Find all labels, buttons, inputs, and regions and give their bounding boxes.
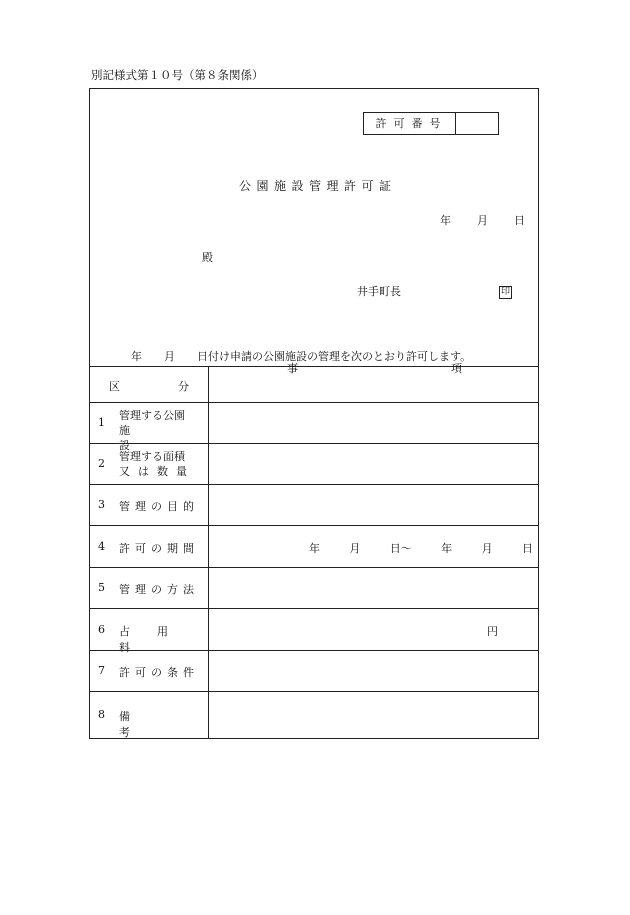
table-row	[89, 609, 539, 651]
row-label: 占用料	[119, 625, 195, 654]
row-value-cell[interactable]	[209, 609, 540, 651]
row-label-line1: 管理する面積	[119, 450, 185, 463]
header-content-char-1: 事	[287, 362, 298, 375]
table-row	[89, 444, 539, 485]
table-header-row	[89, 367, 539, 403]
row-number: 1	[98, 416, 105, 429]
permit-number-box	[363, 112, 499, 135]
table-row	[89, 403, 539, 444]
table-row	[89, 651, 539, 692]
period-end-day: 日	[521, 542, 533, 555]
row-label-line2: 施設	[119, 424, 178, 452]
period-end-year: 年	[441, 542, 453, 555]
permit-items-table	[89, 362, 539, 739]
row-label-line1: 管理する公園	[119, 409, 185, 422]
form-header: 別記様式第１０号（第８条関係）	[91, 68, 264, 82]
row-value-cell[interactable]	[209, 526, 540, 568]
document-title: 公園施設管理許可証	[239, 179, 397, 193]
period-start-day: 日〜	[389, 542, 412, 555]
row-label: 管理の方法	[119, 583, 199, 596]
row-number: 5	[98, 581, 105, 594]
row-label: 許可の条件	[119, 666, 199, 679]
row-label: 備考	[119, 710, 188, 739]
seal-mark: 印	[500, 287, 510, 297]
issue-date-day: 日	[514, 214, 525, 227]
row-value-cell[interactable]	[209, 692, 540, 739]
row-label-line2: 又は数量	[119, 465, 195, 478]
fee-unit: 円	[487, 625, 498, 638]
table-row	[89, 568, 539, 609]
header-category-char-1: 区	[109, 380, 120, 393]
row-label: 許可の期間	[119, 542, 199, 555]
period-start-month: 月	[349, 542, 361, 555]
header-content-cell	[209, 362, 540, 403]
period-start-year: 年	[309, 542, 320, 555]
row-number: 8	[98, 708, 105, 721]
issue-date-year: 年	[440, 214, 451, 227]
row-value-cell[interactable]	[209, 651, 540, 692]
row-value-cell[interactable]	[209, 485, 540, 526]
issue-date	[440, 214, 525, 228]
row-value-cell[interactable]	[209, 403, 540, 444]
row-value-cell[interactable]	[209, 444, 540, 485]
row-value-cell[interactable]	[209, 568, 540, 609]
header-category-char-2: 分	[178, 380, 189, 393]
row-number: 6	[98, 623, 105, 636]
issuer-name: 井手町長	[357, 285, 401, 298]
row-number: 4	[98, 540, 105, 553]
table-row	[89, 692, 539, 739]
permit-number-label: 許可番号	[364, 113, 456, 134]
header-content-char-2: 項	[451, 362, 462, 375]
table-row	[89, 526, 539, 568]
row-label: 管理の目的	[119, 500, 199, 513]
addressee-suffix: 殿	[202, 251, 213, 264]
table-row	[89, 485, 539, 526]
period-end-month: 月	[481, 542, 493, 555]
row-number: 3	[98, 498, 105, 511]
row-number: 7	[98, 664, 105, 677]
header-category-cell	[89, 367, 209, 403]
intro-text: 年 月 日付け申請の公園施設の管理を次のとおり許可します。	[131, 350, 472, 363]
row-number: 2	[98, 457, 105, 470]
permit-number-field[interactable]	[456, 113, 498, 134]
issue-date-month: 月	[477, 214, 488, 227]
